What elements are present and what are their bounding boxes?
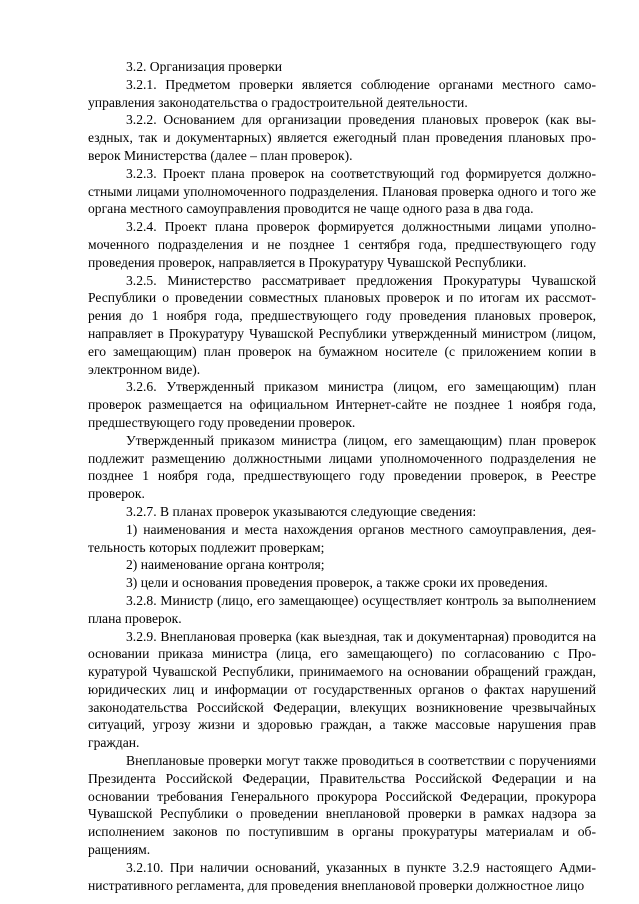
- paragraph-3-2-4: 3.2.4. Проект плана проверок формируется должностными лицами уполномоченного подразделения и не позднее 1 сентября года, предшествующего году проведения проверок, направляется в Прокуратуру Чувашской Республики.: [88, 219, 596, 270]
- paragraph-3-2-9: 3.2.9. Внеплановая проверка (как выездная, так и документарная) проводится на основании приказа министра (лица, его замещающего) по согласованию с Прокуратурой Чувашской Республики, принимаемого на основании обращений граждан, юридических лиц и информации от государственных органов о фактах нарушений законодательства Российской Федерации, влекущих возникновение чрезвычайных ситуаций, угрозу жизни и здоровью граждан, а также массовые нарушения прав граждан.: [88, 628, 596, 751]
- paragraph-3-2-7: 3.2.7. В планах проверок указываются следующие сведения:: [126, 503, 477, 519]
- paragraph-3-2-5: 3.2.5. Министерство рассматривает предложения Прокуратуры Чувашской Республики о проведении совместных плановых проверок и по итогам их рассмотрения до 1 ноября года, предшествующего году проведения плановых проверок, направляет в Прокуратуру Чувашской Республики утвержденный министром (лицом, его замещающим) план проверок на бумажном носителе (с приложением копии в электронном виде).: [88, 272, 596, 377]
- paragraph-3-2-8: 3.2.8. Министр (лицо, его замещающее) осуществляет контроль за выполнением плана проверок.: [88, 592, 596, 626]
- section-heading: 3.2. Организация проверки: [126, 59, 283, 74]
- paragraph-3-2-10: 3.2.10. При наличии оснований, указанных в пункте 3.2.9 настоящего Административного регламента, для проведения внеплановой проверки должностное лицо: [88, 859, 596, 893]
- list-item-1: 1) наименования и места нахождения органов местного самоуправления, деятельность которых подлежит проверкам;: [88, 521, 596, 555]
- list-item-3: 3) цели и основания проведения проверок, а также сроки их проведения.: [126, 575, 548, 591]
- paragraph-3-2-1: 3.2.1. Предметом проверки является соблюдение органами местного самоуправления законодательства о градостроительной деятельности.: [88, 76, 596, 110]
- list-item-2: 2) наименование органа контроля;: [126, 557, 325, 573]
- paragraph-unscheduled-inspections: Внеплановые проверки могут также проводиться в соответствии с поручениями Президента Российской Федерации, Правительства Российской Федерации и на основании требования Генерального прокурора Российской Федерации, прокурора Чувашской Республики о проведении внеплановой проверки в рамках надзора за исполнением законов по поступившим в органы прокуратуры материалам и обращениям.: [88, 753, 596, 858]
- paragraph-3-2-2: 3.2.2. Основанием для организации проведения плановых проверок (как выездных, так и документарных) является ежегодный план проведения плановых проверок Министерства (далее – план проверок).: [88, 112, 596, 163]
- paragraph-3-2-3: 3.2.3. Проект плана проверок на соответствующий год формируется должностными лицами уполномоченного подразделения. Плановая проверка одного и того же органа местного самоуправления проводится не чаще одного раза в два года.: [88, 165, 596, 217]
- document-page: [88, 58, 596, 894]
- paragraph-3-2-6: 3.2.6. Утвержденный приказом министра (лицом, его замещающим) план проверок размещается на официальном Интернет-сайте не позднее 1 ноября года, предшествующего году проведении проверок.: [88, 379, 596, 430]
- paragraph-plan-registry: Утвержденный приказом министра (лицом, его замещающим) план проверок подлежит размещению должностными лицами уполномоченного подразделения не позднее 1 ноября года, предшествующего году проведении проверок, в Реестре проверок.: [88, 432, 596, 502]
